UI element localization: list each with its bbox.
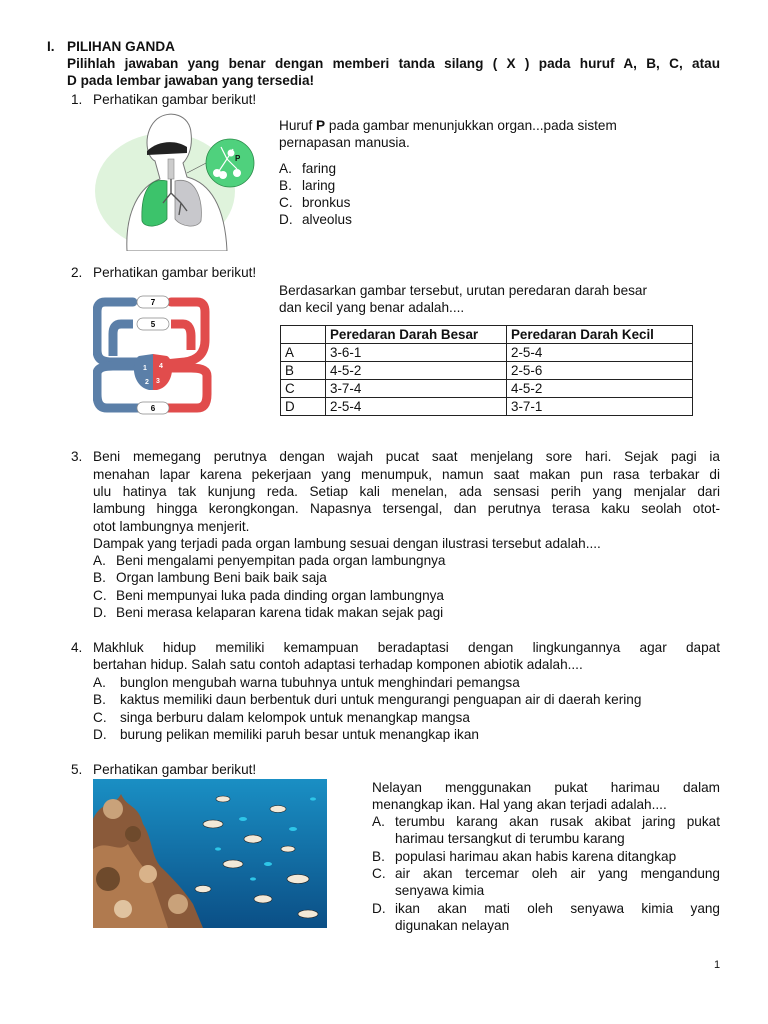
figure-label-3: 3 xyxy=(156,378,160,385)
table-cell: 3-7-1 xyxy=(507,398,693,416)
q4-option-b-text: kaktus memiliki daun berbentuk duri untuk mengurangi penguapan air di daerah kering xyxy=(120,692,642,707)
figure-label-p: P xyxy=(235,154,241,163)
table-header-row xyxy=(281,326,693,344)
q1-option-a-text: faring xyxy=(302,161,337,176)
q2-question-line-1: Berdasarkan gambar tersebut, urutan peredaran darah besar xyxy=(279,283,648,298)
table-row[interactable] xyxy=(281,362,693,380)
q3-paragraph-line-5: otot lambungnya menjerit. xyxy=(93,519,250,534)
q2-stem: Perhatikan gambar berikut! xyxy=(93,265,257,280)
figure-label-6: 6 xyxy=(150,404,156,413)
q1-option-b-text: laring xyxy=(302,178,336,193)
table-cell: A xyxy=(281,344,326,362)
table-cell: 2-5-6 xyxy=(507,362,693,380)
q3-option-c-letter[interactable]: C. xyxy=(93,588,107,603)
q1-option-b-letter[interactable]: B. xyxy=(279,178,292,193)
q4-number: 4. xyxy=(71,640,83,655)
q3-option-c-text: Beni mempunyai luka pada dinding organ lambungnya xyxy=(116,588,444,603)
q5-option-a-line-2: harimau tersangkut di terumbu karang xyxy=(395,831,625,846)
q5-option-b-letter[interactable]: B. xyxy=(372,849,385,864)
q3-option-d-text: Beni merasa kelaparan karena tidak makan sejak pagi xyxy=(116,605,444,620)
q5-option-c-letter[interactable]: C. xyxy=(372,866,386,881)
q5-option-d-line-1: ikan akan mati oleh senyawa kimia yang xyxy=(395,901,720,916)
table-cell: 4-5-2 xyxy=(507,380,693,398)
q3-paragraph-line-1: Beni memegang perutnya dengan wajah pucat saat menjelang sore hari. Sejak pagi ia xyxy=(93,449,720,464)
q4-option-d-letter[interactable]: D. xyxy=(93,727,107,742)
q2-number: 2. xyxy=(71,265,83,280)
table-header-cell: Peredaran Darah Kecil xyxy=(507,326,693,344)
table-cell: 3-6-1 xyxy=(326,344,507,362)
section-title: PILIHAN GANDA xyxy=(67,39,175,54)
table-cell: 3-7-4 xyxy=(326,380,507,398)
table-row[interactable] xyxy=(281,398,693,416)
q5-option-c-line-2: senyawa kimia xyxy=(395,883,485,898)
q3-paragraph-line-2: menahan lapar karena pekerjaan yang menumpuk, namun saat makan pun rasa terbakar di xyxy=(93,467,720,482)
q4-option-c-letter[interactable]: C. xyxy=(93,710,107,725)
q1-number: 1. xyxy=(71,92,83,107)
table-cell: D xyxy=(281,398,326,416)
q3-question: Dampak yang terjadi pada organ lambung sesuai dengan ilustrasi tersebut adalah.... xyxy=(93,536,601,551)
q2-answer-table xyxy=(280,325,693,416)
q3-option-b-text: Organ lambung Beni baik baik saja xyxy=(116,570,327,585)
q5-question-line-2: menangkap ikan. Hal yang akan terjadi adalah.... xyxy=(372,797,667,812)
q2-question-line-2: dan kecil yang benar adalah.... xyxy=(279,300,465,315)
q5-number: 5. xyxy=(71,762,83,777)
q5-option-b-line-1: populasi harimau akan habis karena ditangkap xyxy=(395,849,677,864)
q4-option-a-letter[interactable]: A. xyxy=(93,675,106,690)
q3-number: 3. xyxy=(71,449,83,464)
figure-label-1: 1 xyxy=(143,365,147,372)
q1-question-line-2: pernapasan manusia. xyxy=(279,135,410,150)
coral-reef-photo xyxy=(93,779,327,928)
q4-option-d-text: burung pelikan memiliki paruh besar untuk menangkap ikan xyxy=(120,727,479,742)
table-row[interactable] xyxy=(281,380,693,398)
q3-paragraph-line-4: lambung hingga kerongkongan. Napasnya tersengal, dan perutnya terasa kaku seolah otot- xyxy=(93,501,720,516)
q5-option-a-letter[interactable]: A. xyxy=(372,814,385,829)
table-cell: 2-5-4 xyxy=(507,344,693,362)
q5-stem: Perhatikan gambar berikut! xyxy=(93,762,257,777)
q1-option-c-text: bronkus xyxy=(302,195,351,210)
q1-question-line-1: Huruf P pada gambar menunjukkan organ...pada sistem xyxy=(279,118,617,133)
q1-option-c-letter[interactable]: C. xyxy=(279,195,293,210)
table-header-cell: Peredaran Darah Besar xyxy=(326,326,507,344)
table-header-cell xyxy=(281,326,326,344)
table-cell: 4-5-2 xyxy=(326,362,507,380)
q1-option-d-letter[interactable]: D. xyxy=(279,212,293,227)
figure-label-4: 4 xyxy=(159,363,163,370)
q5-option-c-line-1: air akan tercemar oleh air yang mengandung xyxy=(395,866,720,881)
instruction-line-2: D pada lembar jawaban yang tersedia! xyxy=(67,73,315,88)
figure-label-2: 2 xyxy=(145,379,149,386)
q1-option-a-letter[interactable]: A. xyxy=(279,161,292,176)
q4-option-a-text: bunglon mengubah warna tubuhnya untuk menghindari pemangsa xyxy=(120,675,520,690)
q3-option-a-text: Beni mengalami penyempitan pada organ lambungnya xyxy=(116,553,446,568)
q5-option-d-line-2: digunakan nelayan xyxy=(395,918,510,933)
q3-option-b-letter[interactable]: B. xyxy=(93,570,106,585)
respiratory-figure xyxy=(95,111,265,251)
q5-option-d-letter[interactable]: D. xyxy=(372,901,386,916)
table-cell: B xyxy=(281,362,326,380)
instruction-line-1: Pilihlah jawaban yang benar dengan memberi tanda silang ( X ) pada huruf A, B, C, atau xyxy=(67,56,720,71)
q5-option-a-line-1: terumbu karang akan rusak akibat jaring pukat xyxy=(395,814,720,829)
q4-option-c-text: singa berburu dalam kelompok untuk menangkap mangsa xyxy=(120,710,470,725)
section-number: I. xyxy=(47,39,55,54)
q5-question-line-1: Nelayan menggunakan pukat harimau dalam xyxy=(372,780,720,795)
table-cell: C xyxy=(281,380,326,398)
figure-label-7: 7 xyxy=(150,298,156,307)
table-cell: 2-5-4 xyxy=(326,398,507,416)
circulation-figure xyxy=(93,290,213,418)
q1-stem: Perhatikan gambar berikut! xyxy=(93,92,257,107)
figure-label-5: 5 xyxy=(150,320,156,329)
q1-bold-p: P xyxy=(316,118,326,133)
table-row[interactable] xyxy=(281,344,693,362)
q3-paragraph-line-3: ulu hatinya tak kunjung reda. Setiap kali menelan, ada sensasi perih yang menjalar dari xyxy=(93,484,720,499)
q4-option-b-letter[interactable]: B. xyxy=(93,692,106,707)
page-number: 1 xyxy=(714,959,721,971)
q4-paragraph-line-2: bertahan hidup. Salah satu contoh adaptasi terhadap komponen abiotik adalah.... xyxy=(93,657,583,672)
q3-option-a-letter[interactable]: A. xyxy=(93,553,106,568)
q3-option-d-letter[interactable]: D. xyxy=(93,605,107,620)
q4-paragraph-line-1: Makhluk hidup memiliki kemampuan beradaptasi dengan lingkungannya agar dapat xyxy=(93,640,720,655)
q1-option-d-text: alveolus xyxy=(302,212,352,227)
